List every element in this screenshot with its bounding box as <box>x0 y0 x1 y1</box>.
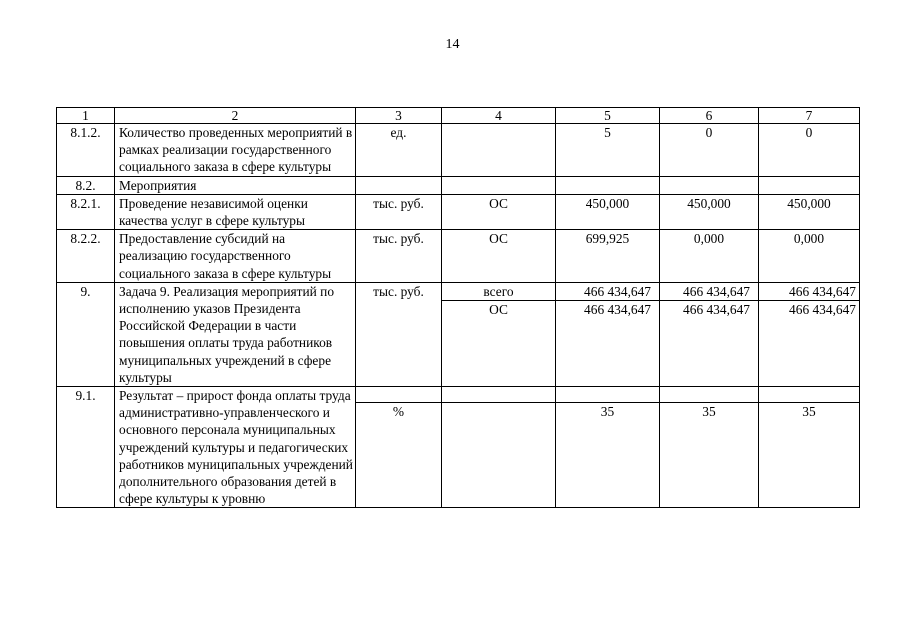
row-source <box>442 124 556 177</box>
row-code: 8.2.2. <box>57 230 115 283</box>
row-source <box>442 403 556 508</box>
row-unit: тыс. руб. <box>356 194 442 229</box>
row-value-col6: 466 434,647 <box>660 301 759 387</box>
row-name: Задача 9. Реализация мероприятий по исполнению указов Президента Российской Федерации в части повышения оплаты труда работников муниципальных учреждений в сфере культуры <box>115 282 356 386</box>
row-source: ОС <box>442 230 556 283</box>
row-value-col7: 0 <box>759 124 860 177</box>
header-col-6: 6 <box>660 108 759 124</box>
table-row <box>57 194 860 229</box>
row-unit: тыс. руб. <box>356 282 442 386</box>
row-source-os: ОС <box>442 301 556 387</box>
row-value-col6-top <box>660 387 759 403</box>
row-value-col5: 699,925 <box>556 230 660 283</box>
row-value-col5: 466 434,647 <box>556 282 660 300</box>
row-name: Количество проведенных мероприятий в рамках реализации государственного социального заказа в сфере культуры <box>115 124 356 177</box>
row-value-col5: 5 <box>556 124 660 177</box>
header-col-4: 4 <box>442 108 556 124</box>
table-row <box>57 176 860 194</box>
row-value-col5 <box>556 176 660 194</box>
row-value-col6: 35 <box>660 403 759 508</box>
header-col-7: 7 <box>759 108 860 124</box>
row-code: 8.1.2. <box>57 124 115 177</box>
row-code: 9. <box>57 282 115 386</box>
row-source: ОС <box>442 194 556 229</box>
row-value-col7: 466 434,647 <box>759 282 860 300</box>
row-value-col6: 450,000 <box>660 194 759 229</box>
row-source <box>442 176 556 194</box>
row-value-col6: 466 434,647 <box>660 282 759 300</box>
row-name: Результат – прирост фонда оплаты труда административно-управленческого и основного персонала муниципальных учреждений культуры и педагогических работников муниципальных учреждений дополнительного образования детей в сфере культуры к уровню <box>115 387 356 508</box>
row-source-total: всего <box>442 282 556 300</box>
row-value-col7: 35 <box>759 403 860 508</box>
row-code: 9.1. <box>57 387 115 508</box>
row-value-col5: 450,000 <box>556 194 660 229</box>
row-code: 8.2.1. <box>57 194 115 229</box>
row-name: Проведение независимой оценки качества услуг в сфере культуры <box>115 194 356 229</box>
row-value-col6 <box>660 176 759 194</box>
row-value-col7: 0,000 <box>759 230 860 283</box>
row-value-col5: 466 434,647 <box>556 301 660 387</box>
row-code: 8.2. <box>57 176 115 194</box>
indicators-table <box>56 107 860 508</box>
row-unit: ед. <box>356 124 442 177</box>
row-value-col7 <box>759 176 860 194</box>
table-row <box>57 282 860 300</box>
row-value-col7-top <box>759 387 860 403</box>
header-col-1: 1 <box>57 108 115 124</box>
row-name: Мероприятия <box>115 176 356 194</box>
row-unit: тыс. руб. <box>356 230 442 283</box>
row-value-col7: 450,000 <box>759 194 860 229</box>
row-value-col5-top <box>556 387 660 403</box>
table-header-row <box>57 108 860 124</box>
header-col-2: 2 <box>115 108 356 124</box>
row-source-top <box>442 387 556 403</box>
row-value-col5: 35 <box>556 403 660 508</box>
row-value-col6: 0 <box>660 124 759 177</box>
table-row <box>57 124 860 177</box>
table-row <box>57 230 860 283</box>
row-name: Предоставление субсидий на реализацию государственного социального заказа в сфере культуры <box>115 230 356 283</box>
row-value-col6: 0,000 <box>660 230 759 283</box>
row-unit: % <box>356 403 442 508</box>
header-col-5: 5 <box>556 108 660 124</box>
row-unit-top <box>356 387 442 403</box>
row-value-col7: 466 434,647 <box>759 301 860 387</box>
page-number: 14 <box>445 37 460 52</box>
table-row <box>57 387 860 403</box>
header-col-3: 3 <box>356 108 442 124</box>
row-unit <box>356 176 442 194</box>
